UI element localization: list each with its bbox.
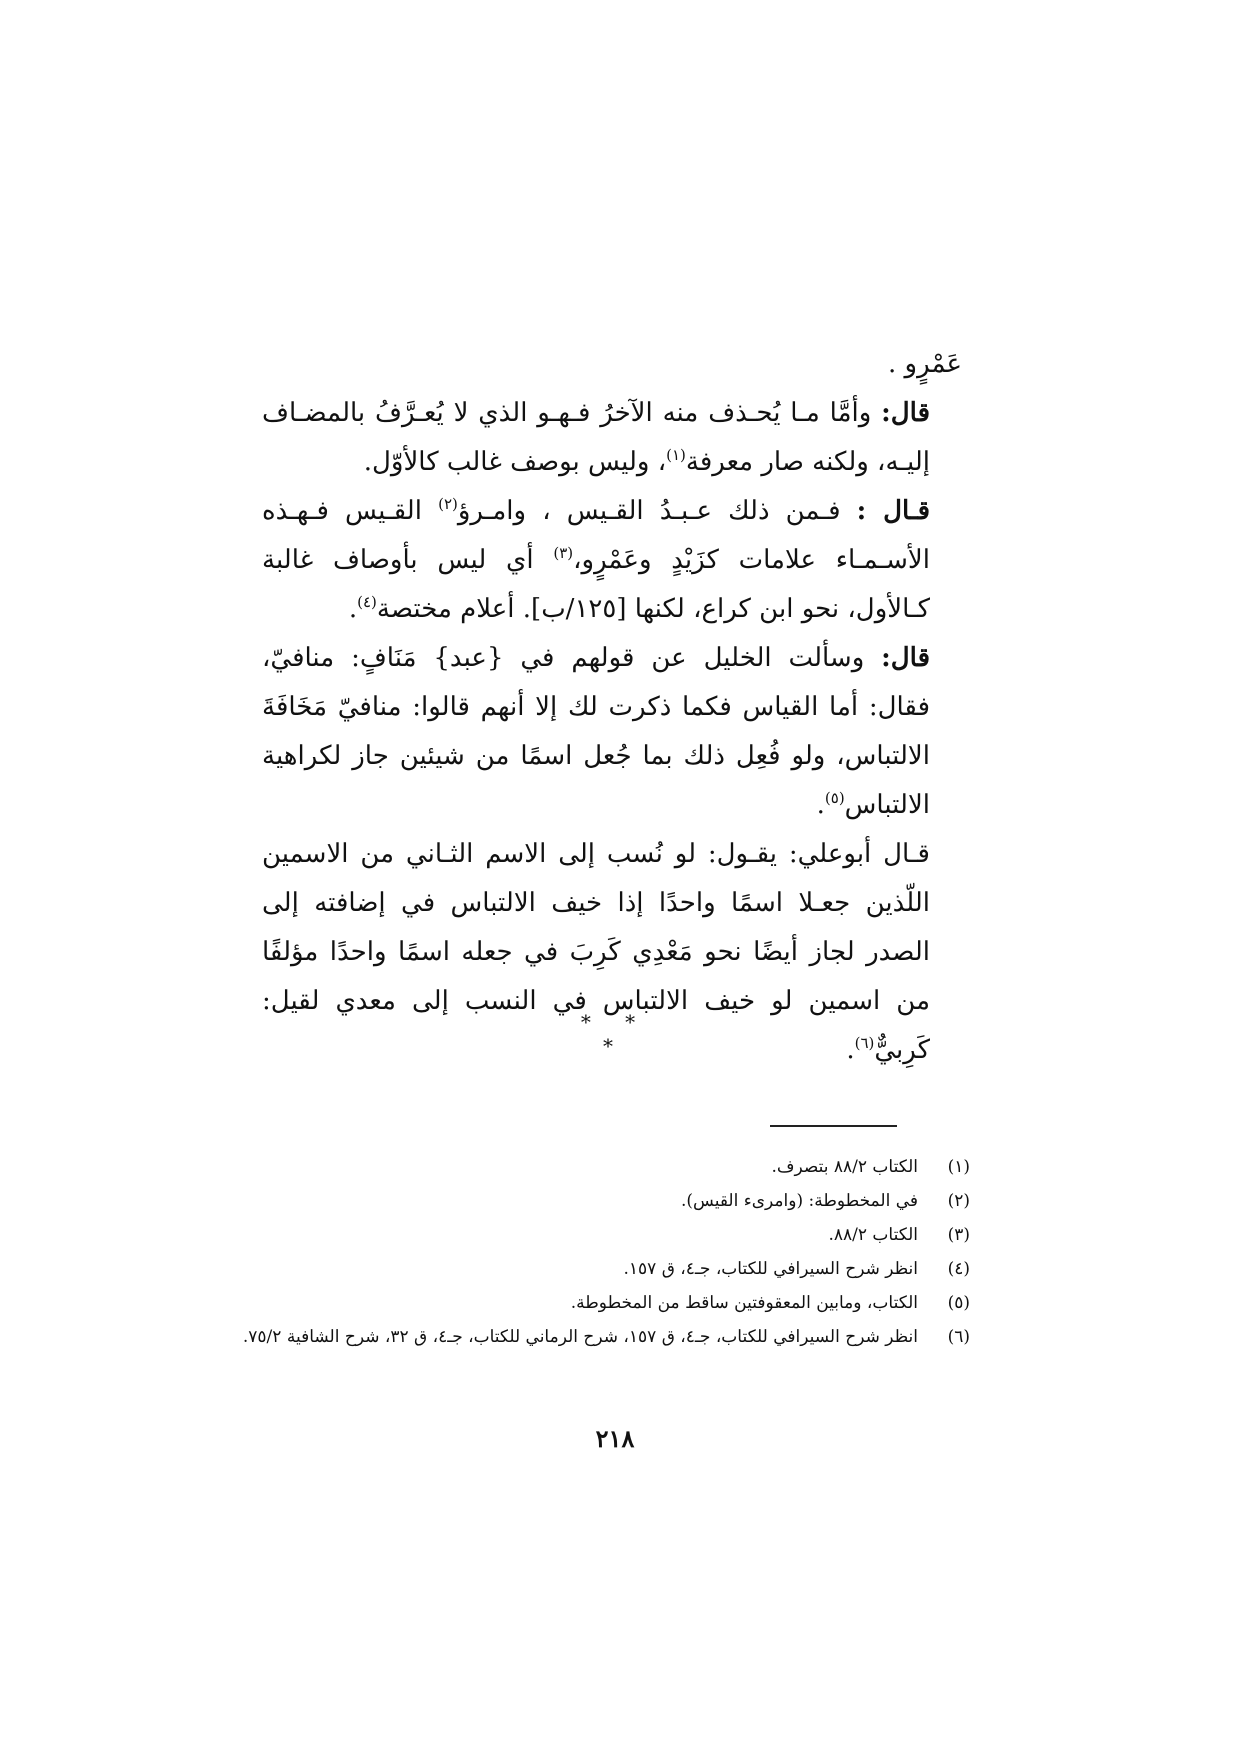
footnotes [230, 1150, 970, 1354]
footnote-text: الكتاب ٨٨/٢ بتصرف. [771, 1157, 918, 1177]
footnote-divider [770, 1125, 897, 1127]
paragraph-2-text-a: فـمن ذلك عـبـدُ القـيس ، وامـرؤ [457, 496, 857, 526]
paragraph-4-end: . [846, 1035, 855, 1065]
footnote-text: الكتاب، ومابين المعقوفتين ساقط من المخطوطة. [570, 1293, 918, 1313]
footnote-number: (٥) [947, 1293, 970, 1313]
footnote-text: في المخطوطة: (وامرىء القيس). [680, 1191, 918, 1211]
footnote-number: (٢) [947, 1191, 970, 1211]
continuation-fragment: عَمْرٍو . [888, 349, 962, 379]
paragraph-4-text: قـال أبوعلي: يقـول: لو نُسب إلى الاسم الثـاني من الاسمين اللّذين جعـلا اسمًا واحدًا إذا خيف الالتباس في إضافته إلى الصدر لجاز أيضًا نحو مَعْدِي كَرِبَ في جعله اسمًا واحدًا مؤلفًا من اسمين لو خيف الالتباس في النسب إلى معدي لقيل: كَرِبيٌّ [262, 839, 930, 1065]
paragraph-3-text: وسألت الخليل عن قولهم في {عبد} مَنَافٍ: منافيّ، فقال: أما القياس فكما ذكرت لك إلا أنهم قالوا: منافيّ مَخَافَةَ الالتباس، ولو فُعِل ذلك بما جُعل اسمًا من شيئين جاز لكراهية الالتباس [262, 643, 930, 820]
footnote-number: (١) [947, 1157, 970, 1177]
footnote-ref-4: (٤) [357, 593, 377, 611]
main-text [262, 340, 962, 1075]
paragraph-2-end: . [348, 594, 358, 624]
footnote-ref-3: (٣) [553, 544, 574, 562]
paragraph-2 [262, 487, 962, 634]
paragraph-3 [262, 634, 962, 830]
paragraph-1 [262, 389, 962, 487]
footnote-ref-5: (٥) [824, 789, 845, 807]
footnote-ref-6: (٦) [854, 1034, 875, 1052]
paragraph-2-text-c: أي ليس بأوصاف غالبة كـالأول، نحو ابن كراع، لكنها [١٢٥/ب]. أعلام مختصة [262, 545, 930, 624]
paragraph-2-keyword: قـال : [856, 496, 931, 526]
footnote-1 [230, 1150, 970, 1184]
paragraph-1-keyword: قال: [881, 398, 930, 428]
paragraph-3-end: . [816, 790, 825, 820]
footnote-text: انظر شرح السيرافي للكتاب، جـ٤، ق ١٥٧، شرح الرماني للكتاب، جـ٤، ق ٣٢، شرح الشافية ٧٥/٢. [242, 1327, 918, 1347]
footnote-number: (٤) [947, 1259, 970, 1279]
footnote-6 [230, 1320, 970, 1354]
paragraph-2-text-b: القـيس فـهـذه الأسـمـاء علامات كزَيْدٍ وعَمْرٍو، [262, 496, 930, 575]
paragraph-1-end: ، وليس بوصف غالب كالأوّل. [363, 447, 667, 477]
footnote-4 [230, 1252, 970, 1286]
paragraph-3-keyword: قال: [881, 643, 930, 673]
page-number: ٢١٨ [595, 1424, 635, 1453]
footnote-ref-2: (٢) [438, 495, 458, 513]
footnote-2 [230, 1184, 970, 1218]
section-separator: * * * [580, 1010, 650, 1058]
paragraph-1-text: وأمَّا مـا يُحـذف منه الآخرُ فـهـو الذي لا يُعـرَّفُ بالمضـاف إليـه، ولكنه صار معرفة [262, 398, 930, 477]
footnote-5 [230, 1286, 970, 1320]
footnote-text: الكتاب ٨٨/٢. [828, 1225, 918, 1245]
footnote-number: (٦) [947, 1327, 970, 1347]
footnote-text: انظر شرح السيرافي للكتاب، جـ٤، ق ١٥٧. [623, 1259, 918, 1279]
footnote-number: (٣) [947, 1225, 970, 1245]
footnote-3 [230, 1218, 970, 1252]
footnote-ref-1: (١) [666, 446, 686, 464]
